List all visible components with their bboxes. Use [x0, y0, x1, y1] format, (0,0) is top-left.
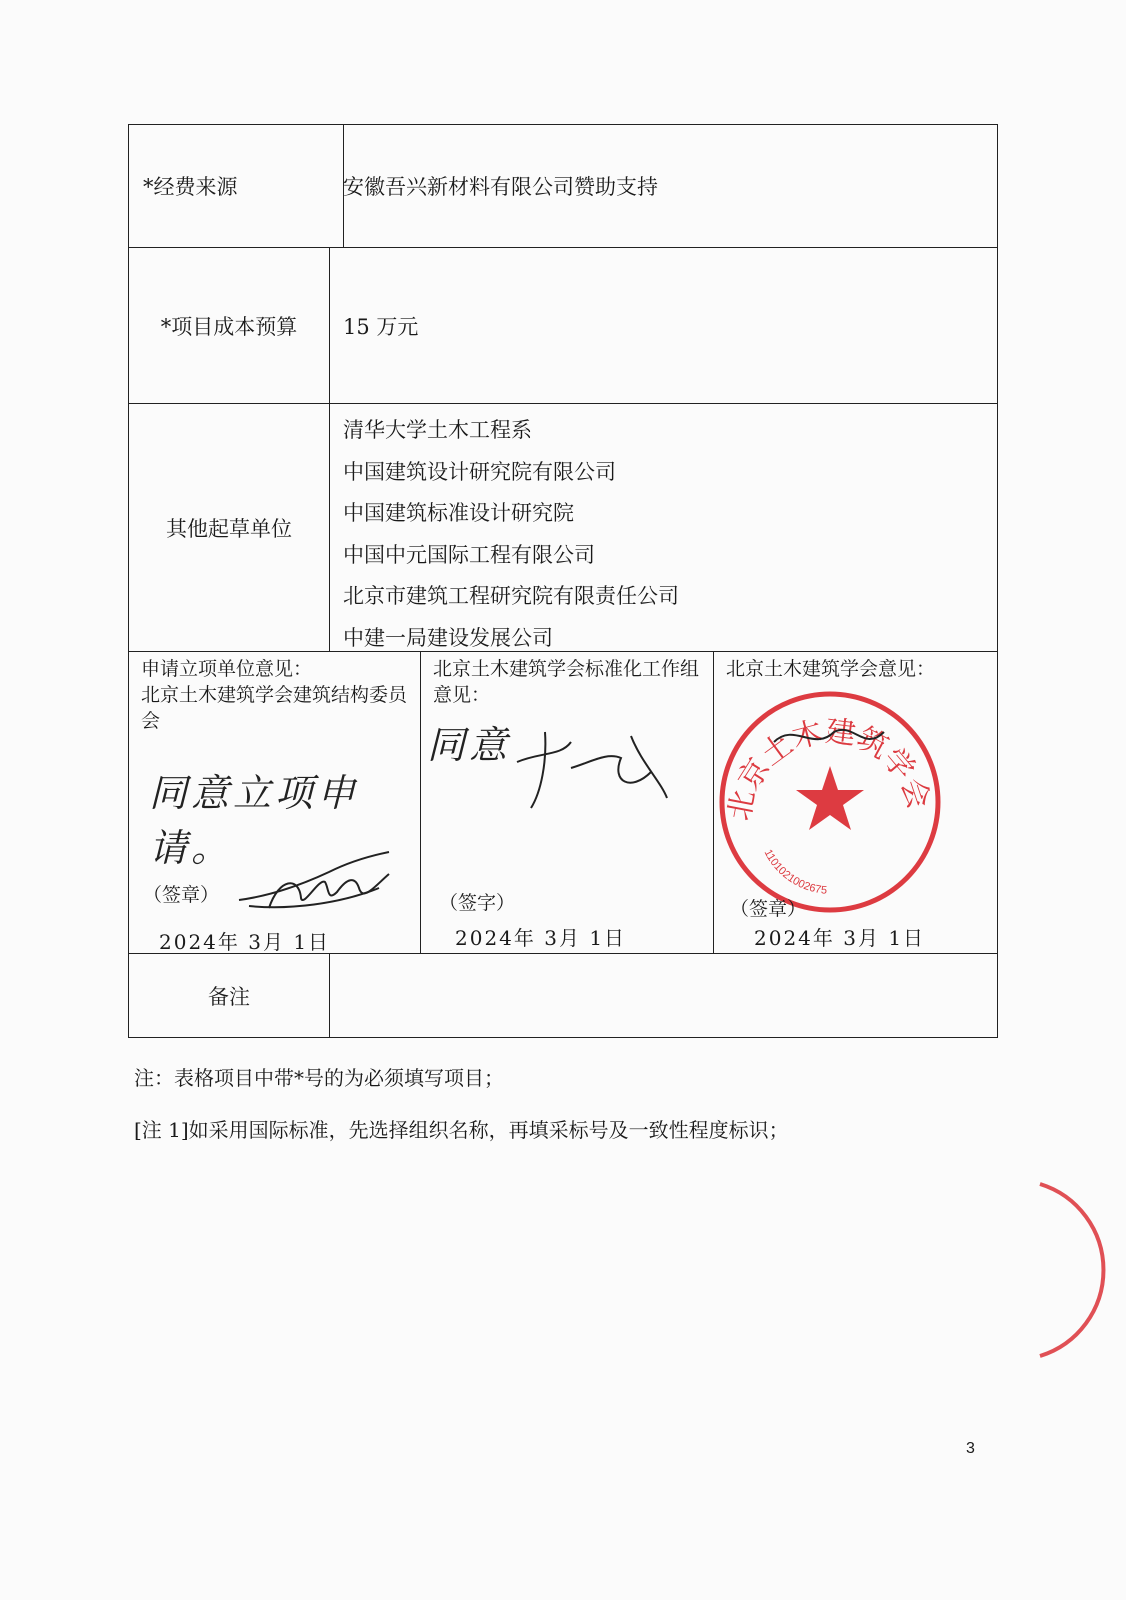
drafters-label: 其他起草单位 [129, 404, 330, 651]
funding-label: *经费来源 [129, 125, 344, 247]
drafters-list [343, 410, 997, 660]
budget-value: 15 万元 [343, 314, 419, 339]
opinions-row [128, 652, 998, 954]
drafter-item: 中国建筑标准设计研究院 [343, 501, 574, 526]
note-international-standard: [注 1]如采用国际标准，先选择组织名称，再填采标号及一致性程度标识； [134, 1118, 789, 1142]
seal-number: 1101021002675 [761, 847, 828, 897]
applicant-date: 2024年 3月 1日 [159, 930, 331, 954]
standardization-signature-icon [511, 722, 671, 812]
standardization-opinion-cell [421, 652, 714, 953]
remarks-value [343, 954, 997, 1037]
budget-row [128, 248, 998, 404]
standardization-opinion-heading: 北京土木建筑学会标准化工作组意见： [433, 658, 700, 706]
applicant-sign-label: （签章） [143, 884, 220, 906]
remarks-row [128, 954, 998, 1038]
svg-text:1101021002675 [762, 848, 828, 897]
applicant-unit-name: 北京土木建筑学会建筑结构委员会 [141, 684, 408, 732]
page-number: 3 [966, 1440, 975, 1457]
standardization-handwritten-opinion: 同意 [427, 723, 512, 767]
society-date: 2024年 3月 1日 [754, 926, 926, 950]
remarks-label: 备注 [129, 954, 330, 1037]
funding-value: 安徽吾兴新材料有限公司赞助支持 [343, 175, 658, 199]
funding-row [128, 124, 998, 248]
applicant-opinion-cell [129, 652, 421, 953]
applicant-opinion-heading: 申请立项单位意见： 北京土木建筑学会建筑结构委员会 [141, 656, 412, 734]
standardization-sign-label: （签字） [439, 892, 516, 914]
edge-seal-fragment-icon [1040, 1180, 1100, 1360]
budget-label: *项目成本预算 [129, 248, 330, 403]
standardization-date: 2024年 3月 1日 [455, 926, 627, 950]
drafter-item: 北京市建筑工程研究院有限责任公司 [343, 584, 679, 609]
drafters-row [128, 404, 998, 652]
drafter-item: 中国中元国际工程有限公司 [343, 542, 595, 567]
drafter-item: 清华大学土木工程系 [343, 418, 532, 442]
drafter-item: 中建一局建设发展公司 [343, 625, 553, 650]
society-sign-label: （签章） [730, 898, 807, 920]
society-opinion-heading: 北京土木建筑学会意见： [726, 658, 936, 680]
seal-arc-text: 北京土木建筑学会 [722, 713, 937, 824]
society-opinion-cell [714, 652, 997, 953]
project-form-table [128, 124, 998, 1038]
society-seal-icon [714, 682, 944, 912]
drafter-item: 中国建筑设计研究院有限公司 [343, 459, 616, 484]
applicant-signature-icon [229, 848, 399, 918]
note-required-fields: 注：表格项目中带*号的为必须填写项目； [134, 1066, 504, 1090]
applicant-handwritten-opinion: 同意立项申请。 [149, 771, 360, 870]
